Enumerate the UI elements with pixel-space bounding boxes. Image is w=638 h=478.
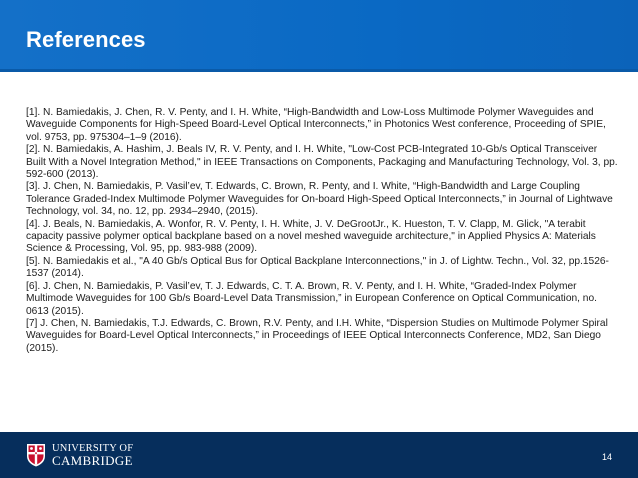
reference-item: [6]. J. Chen, N. Bamiedakis, P. Vasil’ev, T. J. Edwards, C. T. A. Brown, R. V. Penty, and I. H. White, “Graded-Index Polymer Multimode Waveguides for 100 Gb/s Board-Level Data Transmission,” in European Conference on Optical Communication, no. 0613 (2015).: [26, 280, 597, 317]
reference-item: [5]. N. Bamiedakis et al., "A 40 Gb/s Optical Bus for Optical Backplane Interconnections," in J. of Lightw. Techn., Vol. 32, pp.1526-1537 (2014).: [26, 255, 609, 280]
references-list: [26, 107, 618, 355]
reference-item: [3]. J. Chen, N. Bamiedakis, P. Vasil’ev, T. Edwards, C. Brown, R. Penty, and I. White, “High-Bandwidth and Large Coupling Tolerance Graded-Index Multimode Polymer Waveguides for On-board High-Speed Optical Interconnects,” in Journal of Lightwave Technology, vol. 34, no. 12, pp. 2934–2940, (2015).: [26, 181, 613, 218]
page-number: 14: [601, 452, 612, 462]
cambridge-crest-icon: [26, 443, 46, 467]
logo-text-line2: CAMBRIDGE: [52, 453, 133, 468]
slide-header: [0, 0, 638, 69]
reference-item: [7] J. Chen, N. Bamiedakis, T.J. Edwards, C. Brown, R.V. Penty, and I.H. White, “Dispersion Studies on Multimode Polymer Spiral Waveguides for Board-Level Optical Interconnects,” in Proceedings of IEEE Optical Interconnects Conference, MD2, San Diego (2015).: [26, 317, 608, 354]
reference-item: [1]. N. Bamiedakis, J. Chen, R. V. Penty, and I. H. White, “High-Bandwidth and Low-Loss Multimode Polymer Waveguides and Waveguide Components for High-Speed Board-Level Optical Interconnects,” in Photonics West conference, Proceeding of SPIE, vol. 9753, pp. 975304–1–9 (2016).: [26, 107, 606, 143]
reference-item: [4]. J. Beals, N. Bamiedakis, A. Wonfor, R. V. Penty, I. H. White, J. V. DeGrootJr., K. Hueston, T. V. Clapp, M. Glick, "A terabit capacity passive polymer optical backplane based on a novel meshed waveguide architecture," in Applied Physics A: Materials Science & Processing, Vol. 95, pp. 983-988 (2009).: [26, 218, 596, 255]
slide-title: References: [26, 27, 146, 52]
logo-text-line1: UNIVERSITY OF: [52, 443, 134, 454]
slide-footer: [0, 432, 638, 478]
reference-item: [2]. N. Bamiedakis, A. Hashim, J. Beals IV, R. V. Penty, and I. H. White, "Low-Cost PCB-Integrated 10-Gb/s Optical Transceiver Built With a Novel Integration Method," in IEEE Transactions on Components, Packaging and Manufacturing Technology, Vol. 3, pp. 592-600 (2013).: [26, 144, 618, 181]
university-logo: [26, 441, 133, 469]
header-divider: [0, 69, 638, 72]
